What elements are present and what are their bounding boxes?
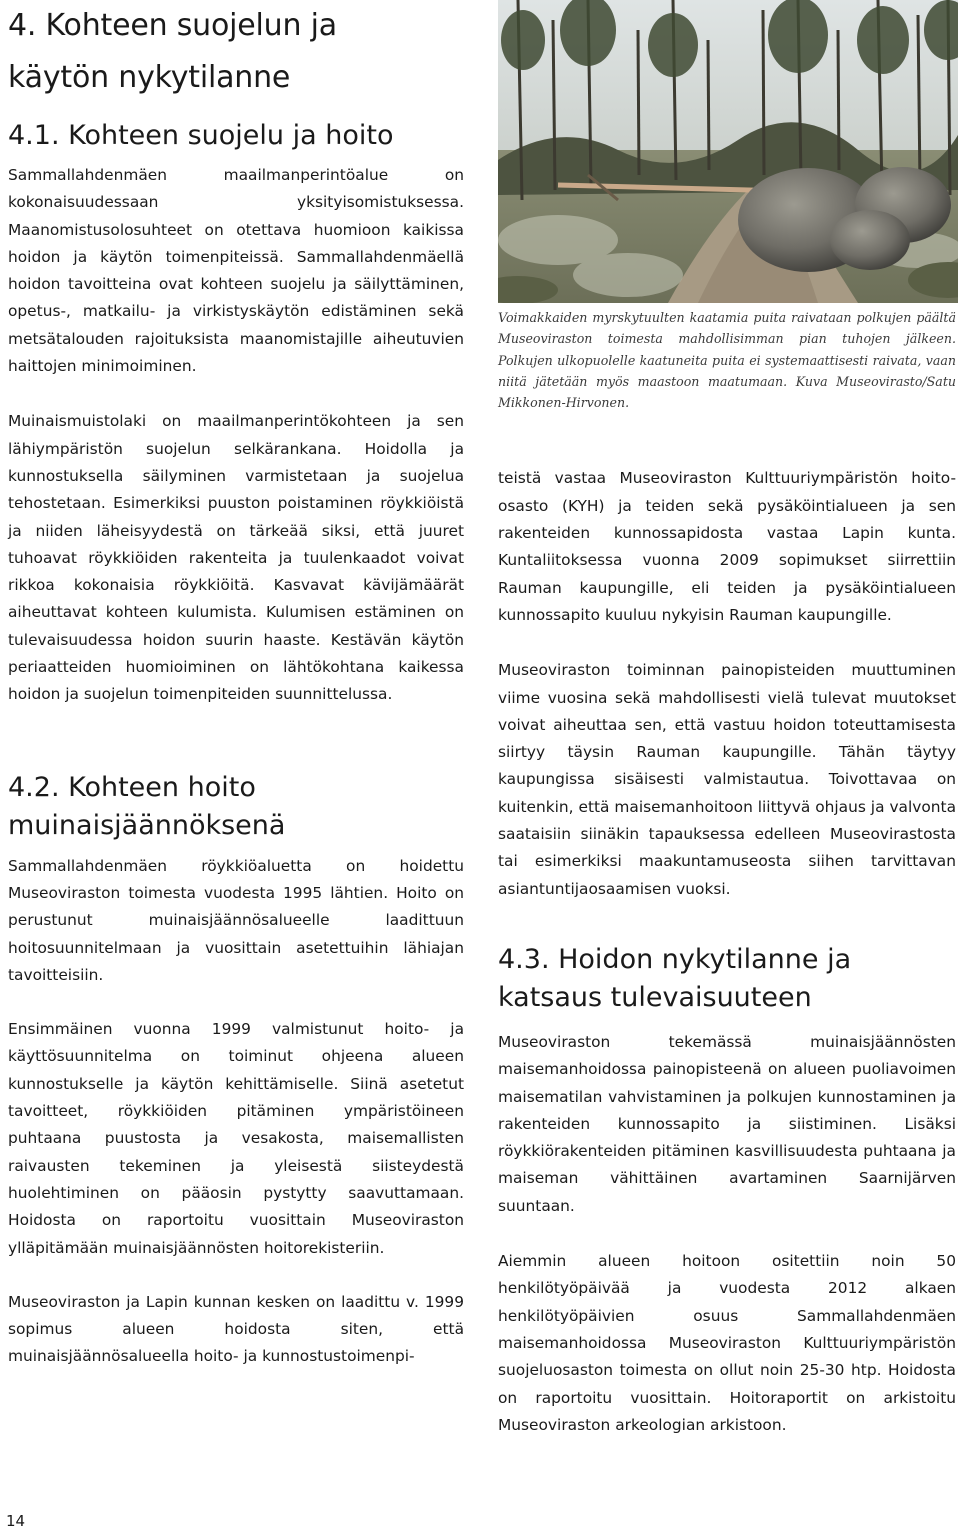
section-heading-4-1: 4.1. Kohteen suojelu ja hoito [8,120,394,151]
paragraph-responsibility-shift: Museoviraston toiminnan painopisteiden muuttuminen viime vuosina sekä mahdollisesti vielä tulevat muutokset voivat aiheuttaa sen, että vastuu hoidon toteuttamisesta siirtyy täysin Rauman kaupungille. Tähän täytyy kaupungissa sisäisesti valmistautua. Toivottavaa on kuitenkin, että maisemanhoitoon liittyvä ohjaus ja valvonta saataisiin siinäkin tapauksessa edelleen Museovirastosta tai esimerkiksi maakuntamuseosta siihen tarvittavan asiantuntijaosaamisen vuoksi. [498,661,956,898]
paragraph-current-focus: Museoviraston tekemässä muinaisjäännösten maisemanhoidossa painopisteenä on alueen puoliavoimen maisematilan vahvistaminen ja polkujen kunnostaminen ja rakenteiden kunnossapito ja siistiminen. Lisäksi röykkiörakenteiden pitäminen kasvillisuudesta puhtaana ja maiseman vähittäinen avartaminen Saarnijärven suuntaan. [498,1032,956,1215]
paragraph-ownership: Sammallahdenmäen maailmanperintöalue on kokonaisuudessaan yksityisomistuksessa. Maanomistusolosuhteet on otettava huomioon kaikissa hoidon ja käytön toimenpiteissä. Sammallahdenmäellä hoidon tavoitteina ovat kohteen suojelu ja säilyttäminen, opetus-, matkailu- ja virkistyskäytön edistäminen sekä metsätalouden rajoituksista maanomistajille aiheutuvien haittojen minimoiminen. [8,166,464,376]
paragraph-work-days: Aiemmin alueen hoitoon ositettiin noin 50 henkilötyöpäivää ja vuodesta 2012 alkaen henkilötyöpäivien osuus Sammallahdenmäen maisemanhoidossa Museoviraston Kulttuuriympäristön suojeluosaston toimesta on ollut noin 25-30 htp. Hoidosta on raportoitu vuosittain. Hoitoraportit on arkistoitu Museoviraston arkeologian arkistoon. [498,1252,956,1434]
forest-photo-icon [498,0,958,303]
page-number: 14 [6,1512,26,1530]
paragraph-road-maintenance: teistä vastaa Museoviraston Kulttuuriympäristön hoito-osasto (KYH) ja teiden sekä pysäköintialueen ja sen rakenteiden kunnossapidosta vastaa Lapin kunta. Kuntaliitoksessa vuonna 2009 sopimukset siirrettiin Rauman kaupungille, eli teiden ja pysäköintialueen kunnossapito kuuluu nykyisin Rauman kaupungille. [498,469,956,624]
paragraph-first-plan: Ensimmäinen vuonna 1999 valmistunut hoito- ja käyttösuunnitelma on toiminut ohjeena alueen kunnostukselle ja käytön kehittämiselle. Siinä asetetut tavoitteet, röykkiöiden pitäminen ympäristöineen puhtaana puustosta ja vesakosta, maisemallisten raivausten tekeminen ja yleisestä siisteydestä huolehtiminen on pääosin pystytty saavuttamaan. Hoidosta on raportoitu vuosittain Museoviraston ylläpitämään muinaisjäännösten hoitorekisteriin. [8,1020,464,1257]
section-heading-4-2: 4.2. Kohteen hoito muinaisjäännöksenä [8,771,286,841]
right-column [498,0,956,1439]
photo-forest-path [498,0,958,303]
paragraph-antiquities-act: Muinaismuistolaki on maailmanperintökohteen ja sen lähiympäristön suojelun selkärankana. Hoidolla ja kunnostuksella säilyminen varmistetaan ja suojelua tehostetaan. Esimerkiksi puuston poistaminen röykkiöistä ja niiden läheisyydestä on tärkeää siksi, että juuret tuhoavat röykkiöiden rakenteita ja tuulenkaadot voivat rikkoa kokonaisia röykkiöitä. Kasvavat kävijämäärät aiheuttavat kohteen kulumista. Kulumisen estäminen on tulevaisuudessa hoidon suurin haaste. Kestävän käytön periaatteiden huomioiminen on lähtökohtana kaikessa hoidon ja suojelun toimenpiteiden suunnittelussa. [8,412,464,704]
section-heading-4-3: 4.3. Hoidon nykytilanne ja katsaus tulevaisuuteen [498,943,852,1013]
paragraph-management-history: Sammallahdenmäen röykkiöaluetta on hoidettu Museoviraston toimesta vuodesta 1995 lähtien. Hoito on perustunut muinaisjäännösalueelle laadittuun hoitosuunnitelmaan ja vuosittain asetettuihin lähiajan tavoitteisiin. [8,856,464,984]
left-column [8,0,464,1371]
paragraph-agreement: Museoviraston ja Lapin kunnan kesken on laadittu v. 1999 sopimus alueen hoidosta siten, että muinaisjäännösalueella hoito- ja kunnostustoimenpi- [8,1292,464,1366]
chapter-heading: 4. Kohteen suojelun ja käytön nykytilanne [8,8,337,95]
photo-caption: Voimakkaiden myrskytuulten kaatamia puita raivataan polkujen päältä Museoviraston toimesta mahdollisimman pian tuhojen jälkeen. Polkujen ulkopuolelle kaatuneita puita ei systemaattisesti raivata, vaan niitä jätetään myös maastoon maatumaan. Kuva Museovirasto/Satu Mikkonen-Hirvonen. [498,310,956,411]
